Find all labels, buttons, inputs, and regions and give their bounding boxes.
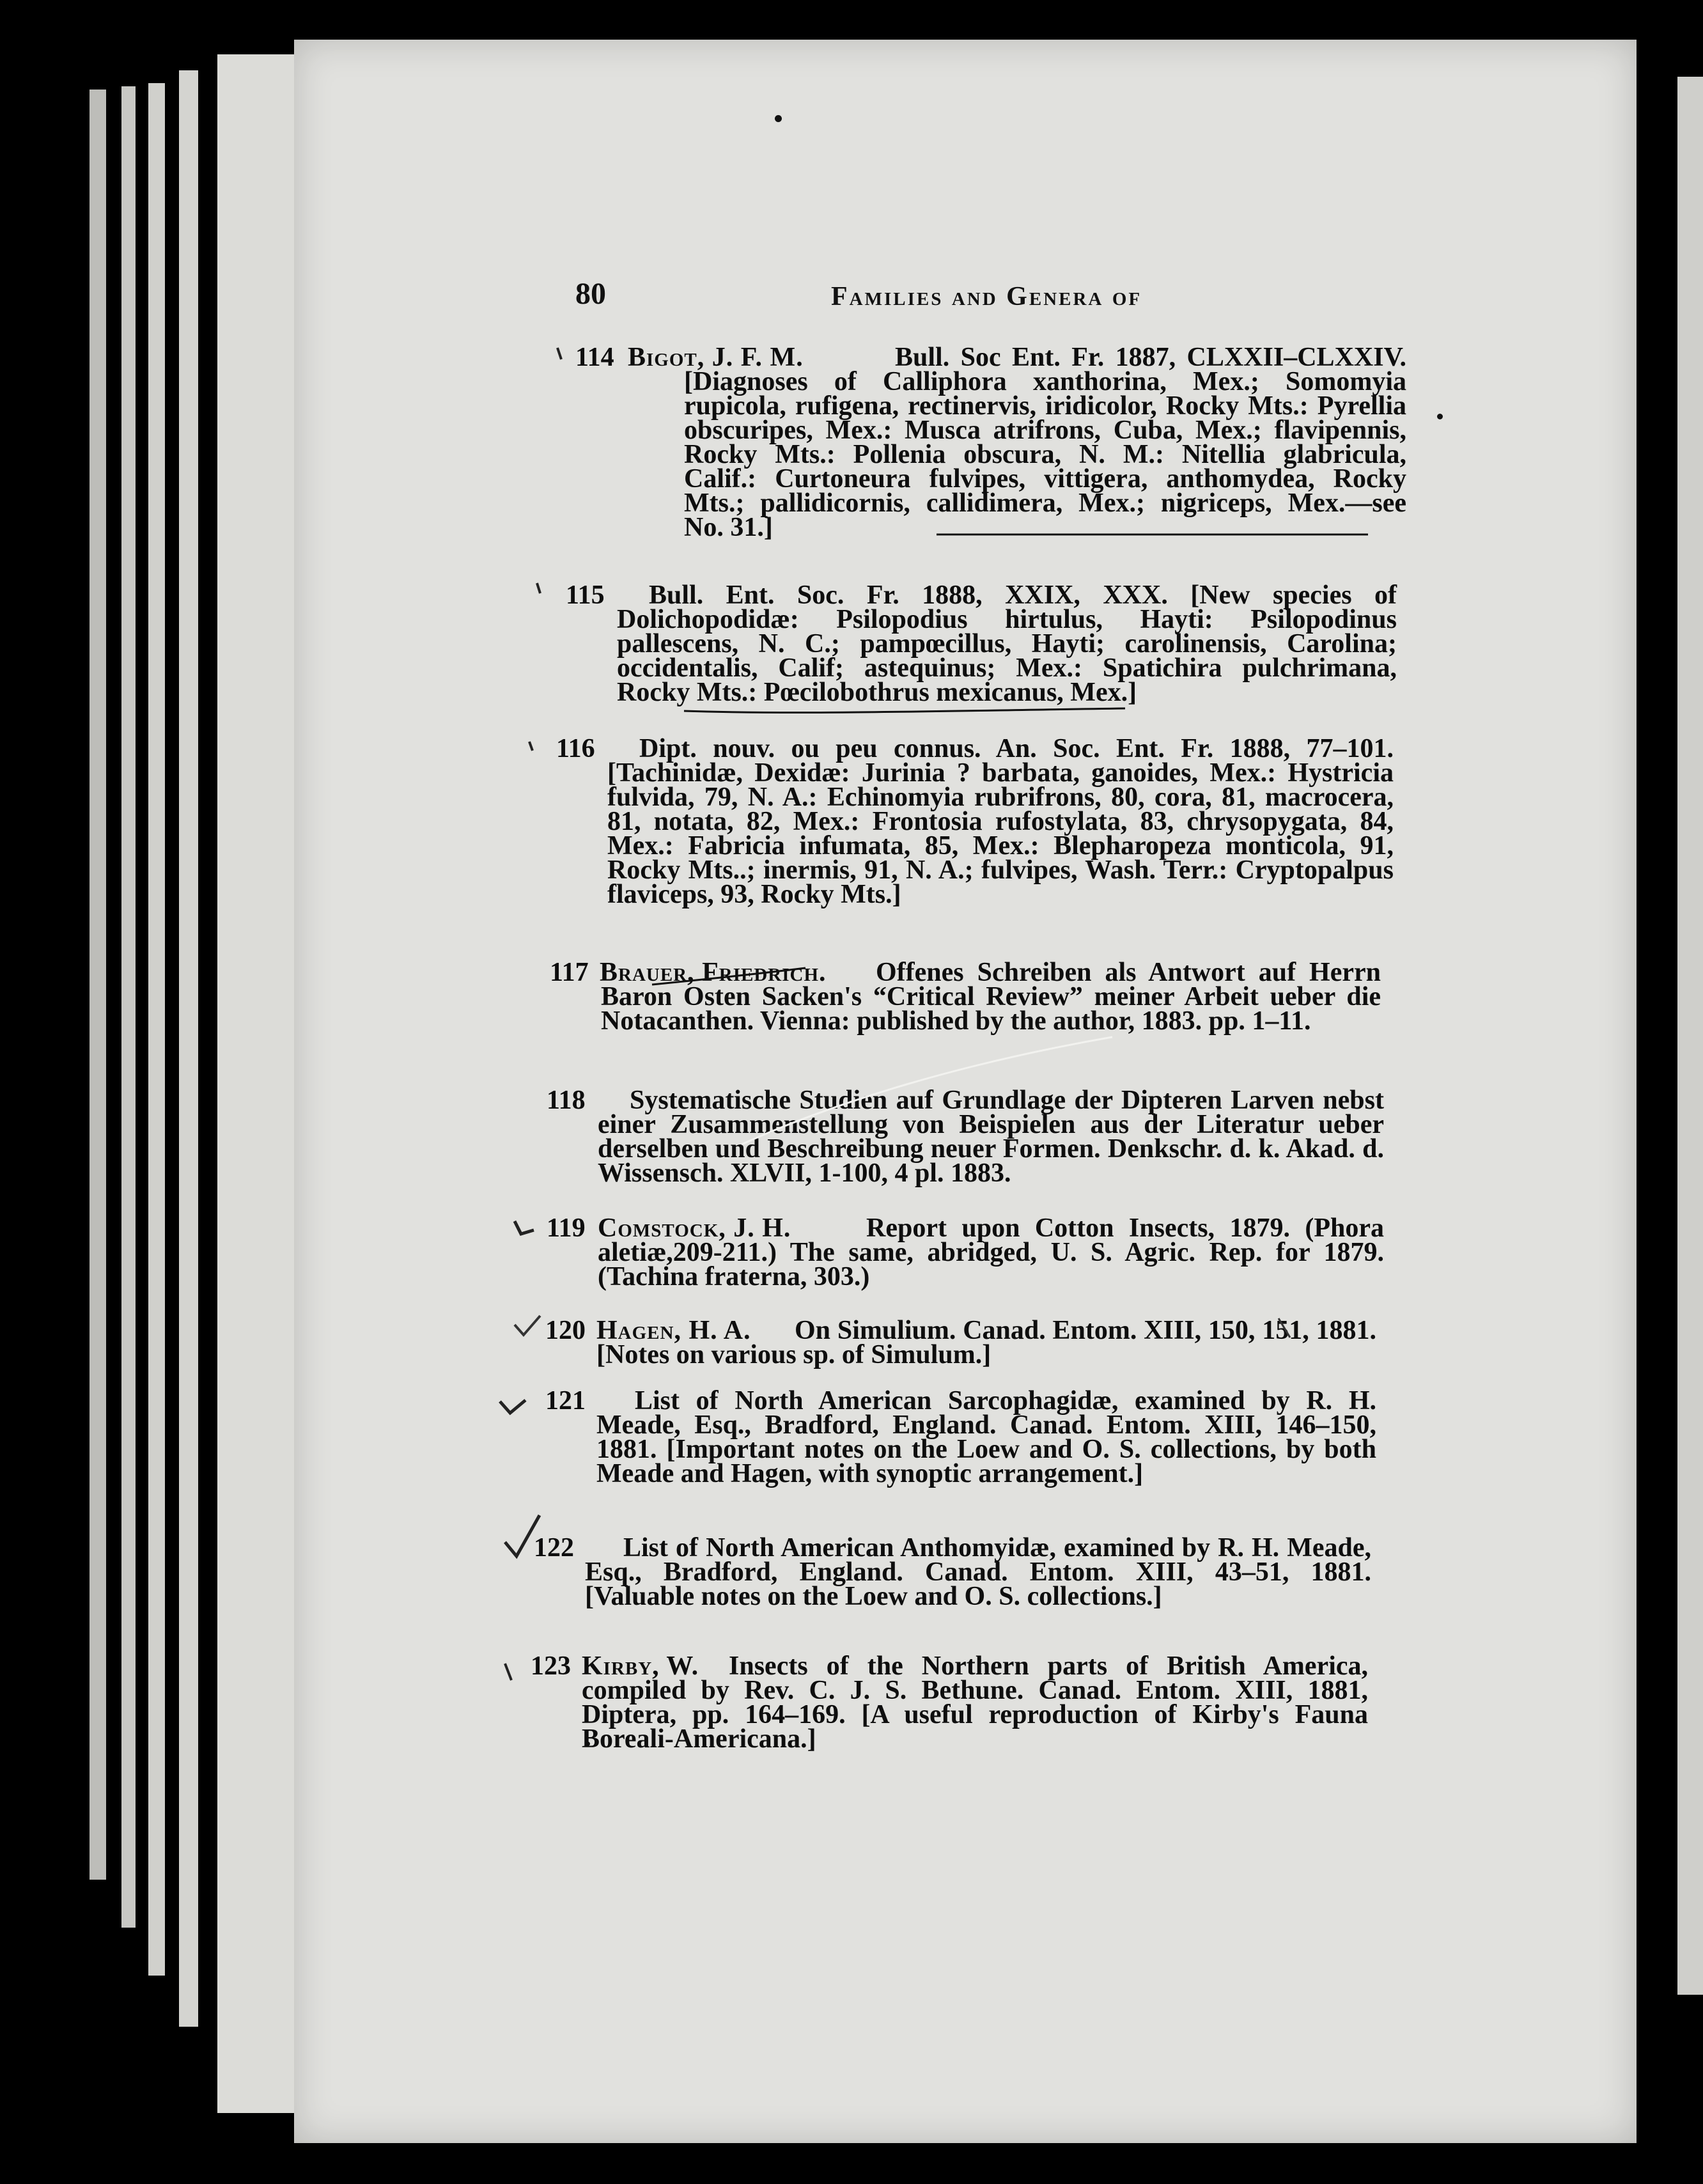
bibliography-entry — [545, 1318, 1376, 1367]
adjacent-page-edge — [1677, 77, 1703, 1995]
entry-number: 114 — [575, 343, 614, 372]
entry-text: Bull. Ent. Soc. Fr. 1888, XXIX, XXX. [New species of Dolichopodidæ: Psilopodius hirtulus, Hayti: Psilopodinus pallescens, N. C.; pampœcillus, Hayti; carolinensis, Carolina; occidentalis, Calif; astequinus; Mex.: Spatichira pulchrimana, Rocky Mts.: Pœcilobothrus mexicanus, Mex.] — [617, 581, 1397, 707]
entry-author: Brauer, Friedrich. — [600, 958, 827, 987]
entry-text: Report upon Cotton Insects, 1879. (Phora aletiæ,209-211.) The same, abridged, U. S. Agric. Rep. for 1879. (Tachina fraterna, 303.) — [598, 1213, 1384, 1291]
bibliography-entry — [556, 734, 1394, 909]
entry-author: Comstock, J. H. — [598, 1213, 791, 1243]
page-edge — [121, 86, 136, 1928]
entry-text: Bull. Soc Ent. Fr. 1887, CLXXII–CLXXIV. [Diagnoses of Calliphora xanthorina, Mex.; Somomyia rupicola, rufigena, rectinervis, iridicolor, Rocky Mts.: Pyrellia obscuripes, Mex.: Musca atrifrons, Cuba, Mex.; flavipennis, Rocky Mts.: Pollenia obscura, N. M.: Nitellia glabricula, Calif.: Curtoneura fulvipes, vittigera, anthomydea, Rocky Mts.; pallidicornis, callidimera, Mex.; nigriceps, Mex.—see No. 31.] — [684, 343, 1406, 542]
entry-number: 122 — [534, 1533, 574, 1563]
entry-text: List of North American Sarcophagidæ, examined by R. H. Meade, Esq., Bradford, England. Canad. Entom. XIII, 146–150, 1881. [Important notes on the Loew and O. S. collections, by both Meade and Hagen, with synoptic arrangement.] — [596, 1386, 1376, 1488]
bibliography-entry — [547, 1086, 1384, 1188]
entry-text: List of North American Anthomyidæ, examined by R. H. Meade, Esq., Bradford, England. Canad. Entom. XIII, 43–51, 1881. [Valuable notes on the Loew and O. S. collections.] — [585, 1533, 1371, 1611]
entry-text: Insects of the Northern parts of British America, compiled by Rev. C. J. S. Bethune. Canad. Entom. XIII, 1881, Diptera, pp. 164–169. [A useful reproduction of Kirby's Fauna Boreali-Americana.] — [582, 1651, 1368, 1754]
bibliography-entry — [534, 1533, 1371, 1611]
entry-text: On Simulium. Canad. Entom. XIII, 150, 151, 1881. [Notes on various sp. of Simulum.] — [596, 1316, 1376, 1369]
bibliography-entry — [545, 1386, 1376, 1488]
entry-author: Kirby, W. — [582, 1651, 699, 1681]
page-edge — [179, 70, 198, 2027]
bibliography-entry — [566, 583, 1397, 705]
entry-number: 115 — [566, 581, 605, 610]
entry-number: 121 — [545, 1386, 586, 1416]
bibliography-entry — [550, 958, 1381, 1036]
entry-number: 123 — [531, 1651, 571, 1681]
page-edge — [89, 90, 106, 1880]
bibliography-list — [294, 40, 1637, 2143]
bibliography-entry — [575, 345, 1406, 540]
entry-text: Dipt. nouv. ou peu connus. An. Soc. Ent. Fr. 1888, 77–101. [Tachinidæ, Dexidæ: Jurinia ? barbata, ganoides, Mex.: Hystricia fulvida, 79, N. A.: Echinomyia rubrifrons, 80, cora, 81, macrocera, 81, notata, 82, Mex.: Frontosia rufostylata, 83, chrysopygata, 84, Mex.: Fabricia infumata, 85, Mex.: Blepharopeza monticola, 91, Rocky Mts..; inermis, 91, N. A.; fulvipes, Wash. Terr.: Cryptopalpus flaviceps, 93, Rocky Mts.] — [607, 734, 1394, 909]
entry-author: Hagen, H. A. — [596, 1316, 751, 1345]
entry-text: Offenes Schreiben als Antwort auf Herrn Baron Osten Sacken's “Critical Review” meiner Arbeit ueber die Notacanthen. Vienna: published by the author, 1883. pp. 1–11. — [601, 958, 1381, 1036]
entry-text: Systematische Studien auf Grundlage der Dipteren Larven nebst einer Zusammenstellung von Beispielen aus der Literatur ueber derselben und Beschreibung neuer Formen. Denkschr. d. k. Akad. d. Wissensch. XLVII, 1-100, 4 pl. 1883. — [598, 1086, 1384, 1188]
entry-number: 119 — [547, 1213, 586, 1243]
running-title: Families and Genera of — [831, 282, 1142, 311]
entry-number: 118 — [547, 1086, 586, 1115]
entry-number: 120 — [545, 1316, 586, 1345]
book-page — [294, 40, 1637, 2143]
page-number: 80 — [575, 277, 606, 311]
entry-number: 116 — [556, 734, 595, 763]
entry-number: 117 — [550, 958, 589, 987]
entry-author: Bigot, J. F. M. — [628, 343, 804, 372]
page-edge — [148, 83, 165, 1976]
bibliography-entry — [531, 1651, 1368, 1754]
bibliography-entry — [547, 1213, 1384, 1291]
